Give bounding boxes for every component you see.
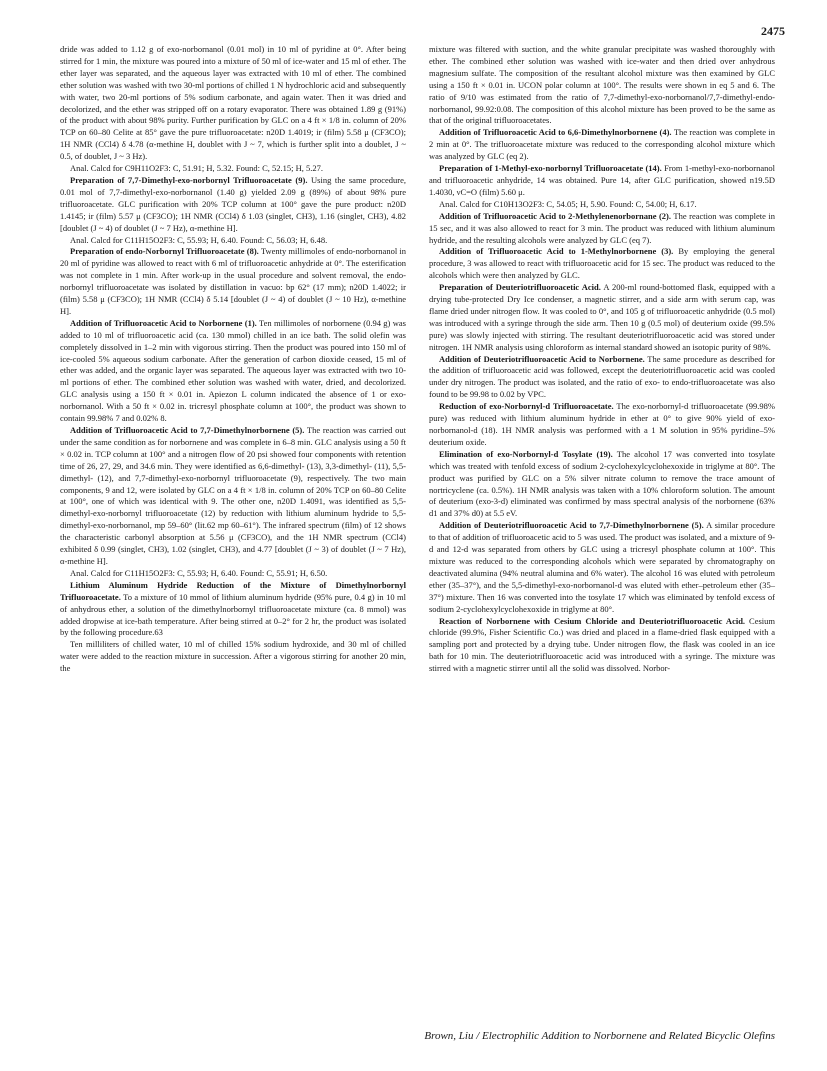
paragraph bbox=[429, 44, 775, 127]
paragraph bbox=[60, 163, 406, 175]
paragraph bbox=[429, 354, 775, 402]
paragraph-text: The alcohol 17 was converted into tosylate which was treated with tenfold excess of sodium 2-cyclohexylcyclohexoxide in triglyme at 80°. The product was purified by GLC on a 5% silver nitrate column to remove the trace amount of nortricyclene (ca. 0.5%). 1H NMR analysis was taken with a 10% chloroform solution. The amount of deuterium (exo-3-d) eliminated was confirmed by mass spectral analysis of the norbornene (63% d1 and 37% d0) at 5.5 eV. bbox=[429, 448, 775, 519]
paragraph-text: A 200-ml round-bottomed flask, equipped with a drying tube-protected Dry Ice condenser, a magnetic stirrer, and a side arm with serum cap, was flame dried under nitrogen flow. It was cooled to 0°, and 105 g of trifluoroacetic anhydride (0.5 mol) was introduced with a syringe through the side arm. Then 10 g (0.5 mol) of deuterium oxide (99.5% pure) was slowly injected with stirring. The resultant deuteriotrifluoroacetic acid was stored under nitrogen. 1H NMR analysis using chloroform as internal standard showed an isotopic purity of 98%. bbox=[429, 282, 776, 352]
paragraph-heading: Addition of Trifluoroacetic Acid to 6,6-Dimethylnorbornene (4). bbox=[439, 127, 672, 138]
paragraph-text: Using the same procedure, 0.01 mol of 7,7-dimethyl-exo-norbornanol (1.40 g) yielded 2.09 g (89%) of about 98% pure trifluoroacetate. GLC purification with 20% TCP column at 100° gave the pure product: n20D 1.4145; ir (film) 5.57 μ (CF3CO); 1H NMR (CCl4) δ 1.03 (singlet, CH3), 1.16 (singlet, CH3), 4.82 [doublet (J ~ 4) of doublet (J ~ 7 Hz), α-methine H]. bbox=[60, 174, 407, 233]
paragraph-heading: Reduction of exo-Norbornyl-d Trifluoroacetate. bbox=[439, 401, 614, 412]
paragraph-text: The reaction was complete in 15 sec, and it was also allowed to react for 3 min. The product was reduced with lithium aluminum hydride, and the resulting alcohols were analyzed by GLC (eq 7). bbox=[429, 210, 775, 245]
running-footer: Brown, Liu / Electrophilic Addition to Norbornene and Related Bicyclic Olefins bbox=[424, 1030, 775, 1042]
paragraph bbox=[429, 616, 775, 676]
paragraph-heading: Preparation of 7,7-Dimethyl-exo-norbornyl Trifluoroacetate (9). bbox=[70, 174, 308, 185]
paragraph bbox=[60, 639, 406, 675]
paragraph-text: From 1-methyl-exo-norbornanol and trifluoroacetic anhydride, 14 was obtained. Pure 14, after GLC purification, showed n19.5D 1.4030, νC=O (film) 5.60 μ. bbox=[429, 163, 776, 197]
paragraph bbox=[60, 44, 406, 163]
paragraph bbox=[429, 282, 775, 353]
paragraph bbox=[60, 246, 406, 317]
paragraph-text: The exo-norbornyl-d trifluoroacetate (99.98% pure) was reduced with lithium aluminum hydride in ether at 0° to give 90% yield of exo-norbornanol-d (18). 1H NMR analysis was performed with a 1 M solution in 95% pyridine–5% deuterium oxide. bbox=[429, 401, 775, 447]
left-column bbox=[60, 44, 406, 675]
paragraph bbox=[60, 568, 406, 580]
paragraph-text: Twenty millimoles of endo-norbornanol in 20 ml of pyridine was allowed to react with 6 ml of trifluoroacetic anhydride at 0°. The esterification was not complete in 1 min. After work-up in the usual procedure and solvent removal, the endo-norbornyl trifluoroacetate was isolated by distillation in vacuo: bp 62° (17 mm); n20D 1.4022; ir (film) 5.58 μ (CF3CO); 1H NMR (CCl4) δ 5.14 [doublet (J ~ 4) of doublet (J ~ 10 Hz), α-methine H]. bbox=[60, 246, 407, 316]
paragraph-text: By employing the general procedure, 3 was allowed to react with trifluoroacetic acid for 15 sec. The product was reduced to the alcohols which were then analyzed by GLC. bbox=[429, 246, 776, 281]
paragraph-text: The reaction was complete in 2 min at 0°. The trifluoroacetate mixture was reduced to the corresponding alcohol mixture which was analyzed by GLC (eq 2). bbox=[429, 127, 775, 162]
body-columns bbox=[60, 44, 775, 675]
paragraph bbox=[60, 175, 406, 235]
paragraph bbox=[429, 211, 775, 247]
paragraph-text: Anal. Calcd for C10H13O2F3: C, 54.05; H, 5.90. Found: C, 54.00; H, 6.17. bbox=[439, 198, 697, 209]
paragraph-heading: Preparation of 1-Methyl-exo-norbornyl Trifluoroacetate (14). bbox=[439, 163, 662, 174]
paragraph-text: Anal. Calcd for C9H11O2F3: C, 51.91; H, 5.32. Found: C, 52.15; H, 5.27. bbox=[70, 163, 324, 174]
paragraph-text: Cesium chloride (99.9%, Fisher Scientific Co.) was dried and placed in a flame-dried flask equipped with a sampling port and protected by a drying tube. Under nitrogen flow, the flask was cooled in an ice bath for 10 min. The deuteriotrifluoroacetic acid was introduced with a syringe. The mixture was stirred with a magnetic stirrer until all the solid was dissolved. Norbor- bbox=[429, 615, 776, 674]
paragraph-heading: Preparation of Deuteriotrifluoroacetic Acid. bbox=[439, 282, 601, 293]
paragraph bbox=[429, 520, 775, 615]
paragraph bbox=[429, 246, 775, 282]
paragraph bbox=[60, 318, 406, 425]
paragraph-heading: Elimination of exo-Norbornyl-d Tosylate (19). bbox=[439, 448, 613, 459]
paragraph-text: The reaction was carried out under the same condition as for norbornene and was complete in 6–8 min. GLC analysis using a 50 ft × 0.02 in. TCP column at 100° and a nitrogen flow of 20 psi showed four components with retention time of 26, 27, 29, and 34.6 min. They were identified as 6,6-dimethyl- (13), 3,3-dimethyl- (11), 5,5-dimethyl- (12), and 7,7-dimethyl-exo-norbornyl trifluoroacetate (9), respectively. The two main components, 9 and 12, were isolated by GLC on a 4 ft × 1/8 in. column of 20% TCP on 60–80 Celite at 100°, one of which was identical with 9. The other one, n20D 1.4091, was identified as 5,5-dimethyl-exo-norbornyl trifluoroacetate (12) by reduction with lithium aluminum hydride to 5,5-dimethyl-exo-norbornanol, mp 59–60° (lit.62 mp 60–61°). The infrared spectrum (film) of 12 shows the characteristic carbonyl absorption at 5.56 μ (CF3CO), and the 1H NMR spectrum (CCl4) exhibited δ 0.99 (singlet, CH3), 1.02 (singlet, CH3), and 4.77 [doublet (J ~ 3) of doublet (J ~ 7 Hz), α-methine H]. bbox=[60, 425, 406, 566]
paragraph-text: mixture was filtered with suction, and the white granular precipitate was washed thoroughly with ether. The combined ether solution was washed with ice-water and then dried over anhydrous magnesium sulfate. The composition of the resultant alcohol mixture was then examined by GLC using a 150 ft × 0.01 in. UCON polar column at 100°. The results were shown in eq 5 and 6. The ratio of 9/10 was estimated from the ratio of 7,7-dimethyl-exo-norbornanol/7,7-dimethyl-endo-norbornanol, 99.92:0.08. The composition of this alcohol mixture has been proved to be the same as that of the original trifluoroacetates. bbox=[429, 44, 775, 126]
paragraph bbox=[60, 425, 406, 568]
paragraph bbox=[429, 401, 775, 449]
paragraph-heading: Reaction of Norbornene with Cesium Chloride and Deuteriotrifluoroacetic Acid. bbox=[439, 615, 746, 626]
paragraph bbox=[429, 449, 775, 520]
paragraph-heading: Addition of Trifluoroacetic Acid to 1-Methylnorbornene (3). bbox=[439, 246, 674, 257]
paragraph-text: The same procedure as described for the addition of trifluoroacetic acid was followed, except the deuteriotrifluoroacetic acid was cooled under dry nitrogen. The product was isolated, and the ratio of exo- to endo-trifluoroacetate was also found to be 99.98 to 0.02 by VPC. bbox=[429, 353, 775, 400]
paragraph-text: Ten millimoles of norbornene (0.94 g) was added to 10 ml of trifluoroacetic acid (ca. 130 mmol) chilled in an ice bath. The solid olefin was completely dissolved in 1–2 min with vigorous stirring. Then the product was poured into 150 ml of ice-cooled 5% aqueous sodium carbonate. After the generation of carbon dioxide ceased, 15 ml of ether was added, and the organic layer was separated. The aqueous layer was extracted with two 10-ml portions of ether. The combined ether solution was washed with water, dried, and decolorized. GLC analysis using a 150 ft × 0.01 in. Apiezon L column indicated the absence of 1 or exo-norbornanol. With a 50 ft × 0.02 in. tricresyl phosphate column at 100°, the product was shown to contain 99.98% 7 and 0.02% 8. bbox=[60, 317, 406, 424]
page-number: 2475 bbox=[761, 24, 785, 38]
paragraph-text: To a mixture of 10 mmol of lithium aluminum hydride (95% pure, 0.4 g) in 10 ml of anhydrous ether, a solution of the dimethylnorbornyl trifluoroacetate mixture (ca. 8 mmol) was added dropwise at ice-bath temperature. After being stirred at 0–2° for 2 hr, the product was isolated by the following procedure.63 bbox=[60, 591, 406, 638]
paragraph-heading: Lithium Aluminum Hydride Reduction of the Mixture of Dimethylnorbornyl Trifluoroacetate. bbox=[60, 579, 406, 602]
paragraph-text: Ten milliliters of chilled water, 10 ml of chilled 15% sodium hydroxide, and 30 ml of chilled water were added to the reaction mixture in succession. After a vigorous stirring for another 20 min, the bbox=[60, 639, 406, 674]
paragraph-text: dride was added to 1.12 g of exo-norbornanol (0.01 mol) in 10 ml of pyridine at 0°. After being stirred for 1 min, the mixture was poured into a mixture of 50 ml of ice-water and 15 ml of ether. The ether layer was separated, and the aqueous layer was extracted with 10 ml of ether. The combined ether solution was washed with two 30-ml portions of chilled 1 N hydrochloric acid and subsequently with water, two 20-ml portions of 5% sodium carbonate, and again water. Then it was dried and decolorized, and the ether was stripped off on a rotary evaporator. There was obtained 1.89 g (91%) of the product with about 98% purity. Further purification by GLC on a 4 ft × 1/8 in. column of 20% TCP on 60–80 Celite at 85° gave the pure trifluoroacetate: n20D 1.4019; ir (film) 5.58 μ (CF3CO); 1H NMR (CCl4) δ 4.78 (α-methine H, doublet with J ~ 7, which is further split into a doublet, J ~ 0.5, of doublet, J ~ 3 Hz). bbox=[60, 44, 406, 162]
paragraph bbox=[60, 580, 406, 640]
paragraph-text: Anal. Calcd for C11H15O2F3: C, 55.93; H, 6.40. Found: C, 56.03; H, 6.48. bbox=[70, 234, 328, 245]
paragraph-heading: Preparation of endo-Norbornyl Trifluoroacetate (8). bbox=[70, 246, 259, 257]
paragraph-text: Anal. Calcd for C11H15O2F3: C, 55.93; H, 6.40. Found: C, 55.91; H, 6.50. bbox=[70, 567, 328, 578]
right-column bbox=[429, 44, 775, 675]
paragraph-heading: Addition of Trifluoroacetic Acid to 2-Methylenenorbornane (2). bbox=[439, 210, 672, 221]
paragraph-heading: Addition of Trifluoroacetic Acid to Norbornene (1). bbox=[70, 317, 257, 328]
paragraph-heading: Addition of Trifluoroacetic Acid to 7,7-Dimethylnorbornene (5). bbox=[70, 425, 305, 435]
paragraph bbox=[429, 127, 775, 163]
paragraph bbox=[60, 235, 406, 247]
paragraph bbox=[429, 163, 775, 199]
paragraph bbox=[429, 199, 775, 211]
paragraph-heading: Addition of Deuteriotrifluoroacetic Acid to 7,7-Dimethylnorbornene (5). bbox=[439, 520, 704, 531]
paragraph-text: A similar procedure to that of addition of trifluoroacetic acid to 5 was used. The product was isolated, and a mixture of 9-d and 12-d was separated from others by GLC using a tricresyl phosphate column at 100°. This mixture was reduced to the corresponding alcohols which were separated by chromatography on deactivated alumina (94% neutral alumina and 6% water). The alcohol 16 was eluted with petroleum ether (35–37°), and the 5,5-dimethyl-exo-norbornanol-d was eluted with ether–petroleum ether (35–37°) mixture. Then 16 was converted into the tosylate 17 which was eliminated by tenfold excess of sodium 2-cyclohexylcyclohexoxide in triglyme at 80°. bbox=[429, 520, 775, 614]
paragraph-heading: Addition of Deuteriotrifluoroacetic Acid to Norbornene. bbox=[439, 353, 645, 364]
